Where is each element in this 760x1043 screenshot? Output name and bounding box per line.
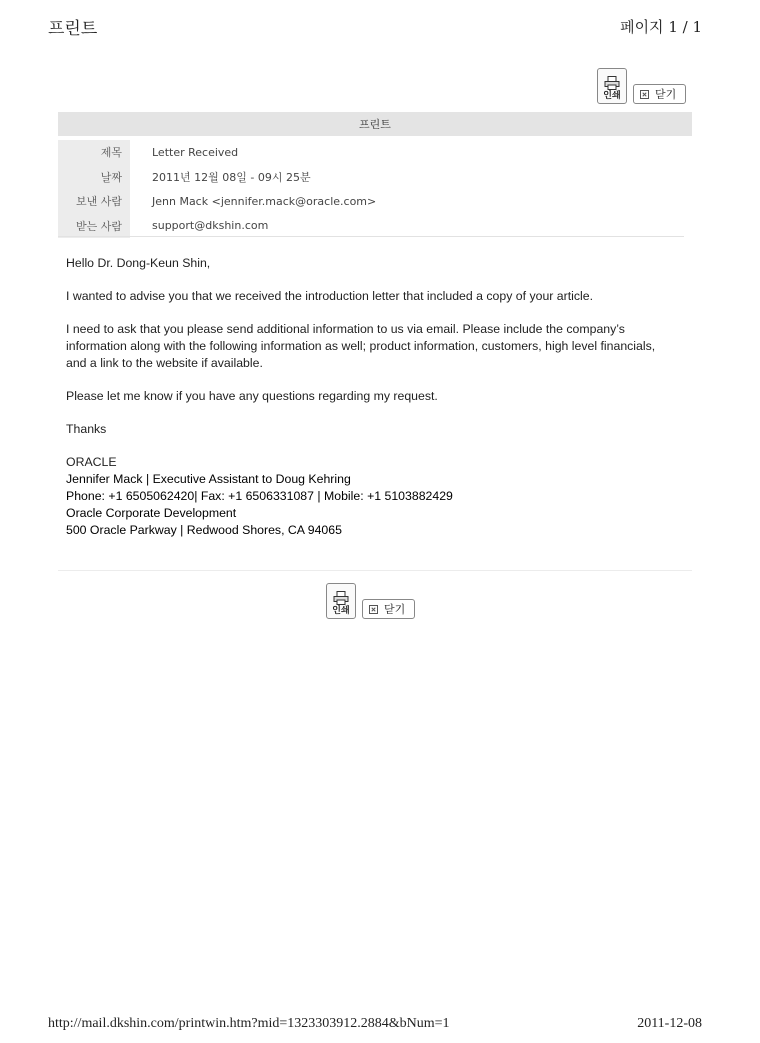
signature-department: Oracle Corporate Development	[66, 506, 237, 520]
meta-row-recipient	[58, 214, 684, 239]
meta-label-subject: 제목	[58, 140, 130, 165]
mail-greeting: Hello Dr. Dong-Keun Shin,	[66, 256, 211, 270]
meta-label-sender: 보낸 사람	[58, 189, 130, 214]
meta-value-subject: Letter Received	[152, 145, 239, 159]
close-button-label: 닫기	[384, 603, 406, 616]
mail-meta-table	[58, 140, 684, 238]
meta-row-subject	[58, 140, 684, 165]
close-button[interactable]	[362, 599, 415, 619]
print-button[interactable]	[597, 68, 627, 104]
page-indicator: 페이지 1 / 1	[620, 18, 702, 36]
meta-value-date: 2011년 12월 08일 - 09시 25분	[152, 170, 311, 184]
meta-label-recipient: 받는 사람	[58, 214, 130, 239]
meta-label-date: 날짜	[58, 165, 130, 190]
print-button-label: 인쇄	[332, 606, 350, 616]
mail-paragraph-2	[66, 321, 696, 372]
printer-icon	[604, 76, 620, 90]
print-button-label: 인쇄	[603, 91, 621, 101]
footer-url: http://mail.dkshin.com/printwin.htm?mid=1323303912.2884&bNum=1	[48, 1016, 450, 1031]
mail-paragraph-1: I wanted to advise you that we received the introduction letter that included a copy of your article.	[66, 289, 594, 303]
mail-body	[66, 255, 696, 539]
close-button-label: 닫기	[655, 88, 677, 101]
meta-row-sender	[58, 189, 684, 214]
mail-paragraph-2-line: I need to ask that you please send additional information to us via email. Please include the company’s	[66, 322, 625, 336]
close-icon	[640, 90, 649, 99]
signature-company: ORACLE	[66, 455, 117, 469]
footer-date: 2011-12-08	[637, 1016, 702, 1031]
meta-row-date	[58, 165, 684, 190]
signature-phone: Phone: +1 6505062420| Fax: +1 6506331087 | Mobile: +1 5103882429	[66, 489, 453, 503]
meta-value-sender: Jenn Mack <jennifer.mack@oracle.com>	[152, 194, 377, 208]
mail-signature	[66, 454, 696, 539]
signature-address: 500 Oracle Parkway | Redwood Shores, CA 94065	[66, 523, 342, 537]
top-button-group	[597, 68, 686, 104]
printer-icon	[333, 591, 349, 605]
close-button[interactable]	[633, 84, 686, 104]
mail-thanks: Thanks	[66, 422, 107, 436]
mail-paragraph-2-line: and a link to the website if available.	[66, 356, 263, 370]
page-title: 프린트	[48, 19, 98, 39]
print-button[interactable]	[326, 583, 356, 619]
signature-name: Jennifer Mack | Executive Assistant to Doug Kehring	[66, 472, 351, 486]
mail-paragraph-2-line: information along with the following information as well; product information, customers, high level financials,	[66, 339, 656, 353]
meta-value-recipient: support@dkshin.com	[152, 219, 269, 233]
mail-end-divider	[58, 570, 692, 571]
meta-divider	[58, 236, 684, 237]
close-icon	[369, 605, 378, 614]
mail-title-bar: 프린트	[58, 112, 692, 136]
mail-paragraph-3: Please let me know if you have any questions regarding my request.	[66, 389, 438, 403]
bottom-button-group	[326, 583, 415, 619]
